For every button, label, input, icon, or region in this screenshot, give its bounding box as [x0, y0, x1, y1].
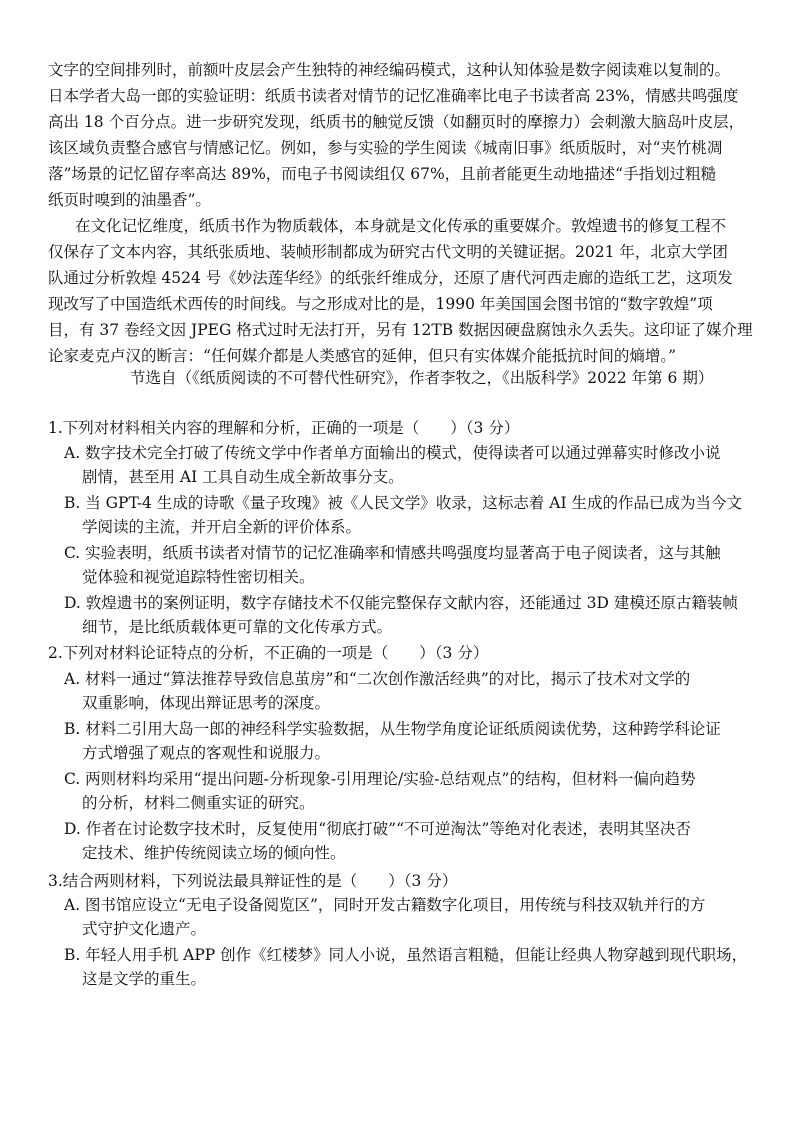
passage-line: 纸页时嗅到的油墨香”。 [48, 191, 211, 209]
option-b: B. 年轻人用手机 APP 创作《红楼梦》同人小说，虽然语言粗糙，但能让经典人物穿越到现代职场， [64, 946, 748, 964]
option-b: B. 当 GPT-4 生成的诗歌《量子玫瑰》被《人民文学》收录，这标志着 AI 生成的作品已成为当今文 [64, 494, 743, 512]
option-d: D. 作者在讨论数字技术时，反复使用“彻底打破”“不可逆淘汰”等绝对化表述，表明其坚决否 [64, 820, 691, 838]
question-stem: 3.结合两则材料，下列说法最具辩证性的是（ ）（3 分） [48, 872, 458, 890]
option-c-continued: 觉体验和视觉追踪特性密切相关。 [82, 568, 315, 586]
option-d-continued: 细节，是比纸质载体更可靠的文化传承方式。 [82, 618, 393, 636]
option-c-continued: 的分析，材料二侧重实证的研究。 [82, 794, 315, 812]
passage-line: 该区域负责整合感官与情感记忆。例如，参与实验的学生阅读《城南旧事》纸质版时，对“夹竹桃凋 [48, 139, 723, 157]
option-d: D. 敦煌遗书的案例证明，数字存储技术不仅能完整保存文献内容，还能通过 3D 建模还原古籍装帧 [64, 594, 738, 612]
question-stem: 1.下列对材料相关内容的理解和分析，正确的一项是（ ）（3 分） [48, 419, 520, 437]
option-a-continued: 双重影响，体现出辩证思考的深度。 [82, 694, 331, 712]
passage-line: 落”场景的记忆留存率高达 89%，而电子书阅读组仅 67%，且前者能更生动地描述“手指划过粗糙 [48, 165, 717, 183]
option-c: C. 两则材料均采用“提出问题-分析现象-引用理论/实验-总结观点”的结构，但材料一偏向趋势 [64, 770, 696, 788]
question-stem: 2.下列对材料论证特点的分析，不正确的一项是（ ）（3 分） [48, 644, 489, 662]
option-a-continued: 剧情，甚至用 AI 工具自动生成全新故事分支。 [82, 468, 404, 486]
option-a: A. 数字技术完全打破了传统文学中作者单方面输出的模式，使得读者可以通过弹幕实时修改小说 [64, 444, 721, 462]
passage-line: 文字的空间排列时，前额叶皮层会产生独特的神经编码模式，这种认知体验是数字阅读难以复制的。 [48, 61, 731, 79]
passage-line: 现改写了中国造纸术西传的时间线。与之形成对比的是，1990 年美国国会图书馆的“数字敦煌”项 [48, 295, 713, 313]
option-c: C. 实验表明，纸质书读者对情节的记忆准确率和情感共鸣强度均显著高于电子阅读者，这与其触 [64, 544, 721, 562]
option-a-continued: 式守护文化遗产。 [82, 920, 207, 938]
option-b: B. 材料二引用大岛一郎的神经科学实验数据，从生物学角度论证纸质阅读优势，这种跨学科论证 [64, 720, 721, 738]
passage-line: 日本学者大岛一郎的实验证明：纸质书读者对情节的记忆准确率比电子书读者高 23%，情感共鸣强度 [48, 87, 739, 105]
passage-line: 目，有 37 卷经文因 JPEG 格式过时无法打开，另有 12TB 数据因硬盘腐蚀永久丢失。这印证了媒介理 [48, 321, 753, 339]
option-b-continued: 这是文学的重生。 [82, 970, 207, 988]
passage-line: 高出 18 个百分点。进一步研究发现，纸质书的触觉反馈（如翻页时的摩擦力）会刺激大脑岛叶皮层， [48, 113, 745, 131]
source-citation: 节选自（《纸质阅读的不可替代性研究》，作者李牧之，《出版科学》2022 年第 6 期） [130, 369, 714, 387]
passage-line: 队通过分析敦煌 4524 号《妙法莲华经》的纸张纤维成分，还原了唐代河西走廊的造纸工艺，这项发 [48, 269, 733, 287]
option-a: A. 材料一通过“算法推荐导致信息茧房”和“二次创作激活经典”的对比，揭示了技术对文学的 [64, 670, 691, 688]
passage-line: 仅保存了文本内容，其纸张质地、装帧形制都成为研究古代文明的关键证据。2021 年，北京大学团 [48, 243, 728, 261]
option-b-continued: 学阅读的主流，并开启全新的评价体系。 [82, 518, 362, 536]
passage-line: 在文化记忆维度，纸质书作为物质载体，本身就是文化传承的重要媒介。敦煌遗书的修复工程不 [75, 217, 727, 235]
option-b-continued: 方式增强了观点的客观性和说服力。 [82, 744, 331, 762]
option-a: A. 图书馆应设立“无电子设备阅览区”，同时开发古籍数字化项目，用传统与科技双轨并行的方 [64, 896, 706, 914]
passage-line: 论家麦克卢汉的断言：“任何媒介都是人类感官的延伸，但只有实体媒介能抵抗时间的熵增。” [48, 347, 677, 365]
option-d-continued: 定技术、维护传统阅读立场的倾向性。 [82, 844, 346, 862]
